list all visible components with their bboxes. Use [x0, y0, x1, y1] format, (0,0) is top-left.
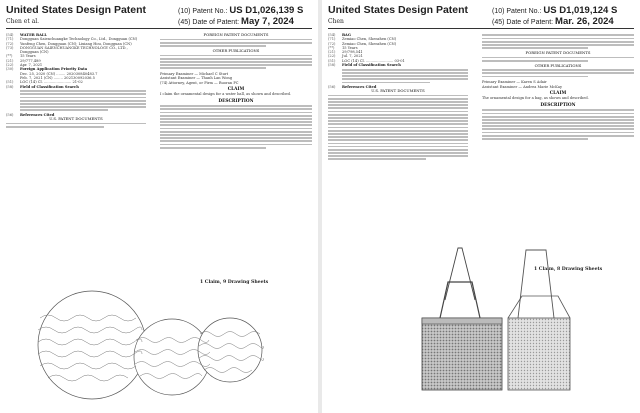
- applicant: Zemiao Chen, Shenzhen (CN): [342, 37, 397, 42]
- application-number: 29/777,489: [20, 58, 41, 63]
- patent-title: United States Design Patent: [6, 4, 147, 16]
- claim-heading: CLAIM: [549, 91, 567, 97]
- foreign-docs-heading: FOREIGN PATENT DOCUMENTS: [203, 32, 269, 37]
- references-heading: References Cited: [20, 112, 55, 117]
- patent-title: United States Design Patent: [328, 4, 469, 16]
- claims-count: 1 Claim, 8 Drawing Sheets: [534, 267, 603, 272]
- patent-number-label: (10) Patent No.:: [492, 8, 542, 15]
- water-ball-drawing: [0, 0, 318, 413]
- foreign-docs-heading: FOREIGN PATENT DOCUMENTS: [525, 49, 591, 55]
- small-water-ball: [198, 318, 262, 382]
- bag-side-view: [508, 250, 570, 390]
- claims-count: 1 Claim, 9 Drawing Sheets: [200, 280, 269, 285]
- patent-number-value: US D1,019,124 S: [543, 5, 618, 16]
- priority-row: Feb. 7, 2021 (CN) ........ 202130092036.5: [20, 75, 95, 80]
- bag-front-view: [422, 248, 502, 390]
- description-heading: DESCRIPTION: [540, 102, 576, 108]
- references-heading: References Cited: [342, 84, 377, 89]
- attorney: (74) Attorney, Agent, or Firm — Ruoran PC: [160, 80, 239, 85]
- claim-text: The ornamental design for a bag, as shown and described.: [482, 96, 589, 101]
- patent-date-label: (45) Date of Patent:: [178, 19, 240, 26]
- term: 15 Years: [342, 45, 358, 50]
- inventors: Yunfeng Chen, Dongguan (CN); Lixiang Hou, Dongguan (CN): [20, 41, 132, 46]
- assistant-examiner: Assistant Examiner — Andrea Marie McKay: [482, 84, 563, 89]
- assistant-examiner: Assistant Examiner — Thanh Lan Wong: [160, 76, 232, 81]
- us-docs-heading: U.S. PATENT DOCUMENTS: [371, 88, 425, 93]
- other-pubs-heading: OTHER PUBLICATIONS: [534, 62, 582, 68]
- foreign-priority-heading: Foreign Application Priority Data: [20, 67, 88, 72]
- assignee: DONGGUAN SAIENCHUANGKE TECHNOLOGY CO., LTD., Dongguan (CN): [20, 45, 128, 55]
- bibliographic-column: (54) BAG (71) Zemiao Chen, Shenzhen (CN) (72) Zemiao Chen, Shenzhen (CN) (**) 15 Years (21) 29/798,541 (22) Jul. 7, 2021 (51) LOC (14) Cl. ........................ 03-01 (58) Field of Classification Search (56) References Cited U.S. PATENT DOCUMENTS: [328, 33, 468, 162]
- patent-page-water-ball: [0, 0, 318, 413]
- inventor: Zemiao Chen, Shenzhen (CN): [342, 41, 397, 46]
- patent-date-value: Mar. 26, 2024: [555, 16, 614, 27]
- patent-number-value: US D1,026,139 S: [229, 5, 304, 16]
- field-of-search: Field of Classification Search: [342, 63, 401, 68]
- claim-heading: CLAIM: [227, 86, 245, 92]
- priority-row: Dec. 25, 2020 (CN) ........ 202030840483.7: [20, 71, 98, 76]
- bibliographic-column: (54) WATER BALL (71) Dongguan Saienchuangke Technology Co., Ltd., Dongguan (CN) (72) Yunfeng Chen, Dongguan (CN); Lixiang Hou, Dongguan (CN) (73) DONGGUAN SAIENCHUANGKE TECHNOLOGY CO., LTD., Dongguan (CN) (**) 15 Years (21) 29/777,489 (22) Apr. 7, 2021 (30) Foreign Application Priority Data Dec. 25, 2020 (CN) ........ 202030840483.7 Feb. 7, 2021 (CN) ........ 202130092036.5 (51) LOC (14) Cl. ........................ 21-02 (58) Field of Classification Search (56) References Cited U.S. PATENT DOCUMENTS: [6, 33, 146, 129]
- design-title: BAG: [342, 33, 351, 37]
- patent-date-label: (45) Date of Patent:: [492, 19, 554, 26]
- loc-class: LOC (14) Cl. ........................ 21-02: [20, 80, 83, 85]
- primary-examiner: Primary Examiner — Karen S Adair: [482, 80, 547, 85]
- primary-examiner: Primary Examiner — Michael C Sturt: [160, 72, 229, 77]
- term: 15 Years: [20, 54, 36, 59]
- inventors-line: Chen et al.: [6, 18, 40, 25]
- claim-text: I claim the ornamental design for a water ball, as shown and described.: [160, 92, 292, 97]
- bag-drawing: [322, 0, 640, 413]
- description-heading: DESCRIPTION: [218, 98, 254, 104]
- patent-date-value: May 7, 2024: [241, 16, 294, 27]
- loc-class: LOC (14) Cl. ........................ 03-01: [342, 58, 405, 63]
- application-number: 29/798,541: [342, 50, 363, 55]
- patent-page-bag: [322, 0, 640, 413]
- other-pubs-heading: OTHER PUBLICATIONS: [212, 47, 260, 53]
- field-of-search: Field of Classification Search: [20, 84, 79, 89]
- design-title: WATER BALL: [20, 33, 47, 37]
- us-docs-heading: U.S. PATENT DOCUMENTS: [49, 115, 103, 121]
- patent-number-label: (10) Patent No.:: [178, 8, 228, 15]
- filed-date: Apr. 7, 2021: [20, 63, 43, 68]
- applicant: Dongguan Saienchuangke Technology Co., Ltd., Dongguan (CN): [20, 37, 138, 42]
- inventors-line: Chen: [328, 18, 344, 25]
- filed-date: Jul. 7, 2021: [342, 54, 363, 59]
